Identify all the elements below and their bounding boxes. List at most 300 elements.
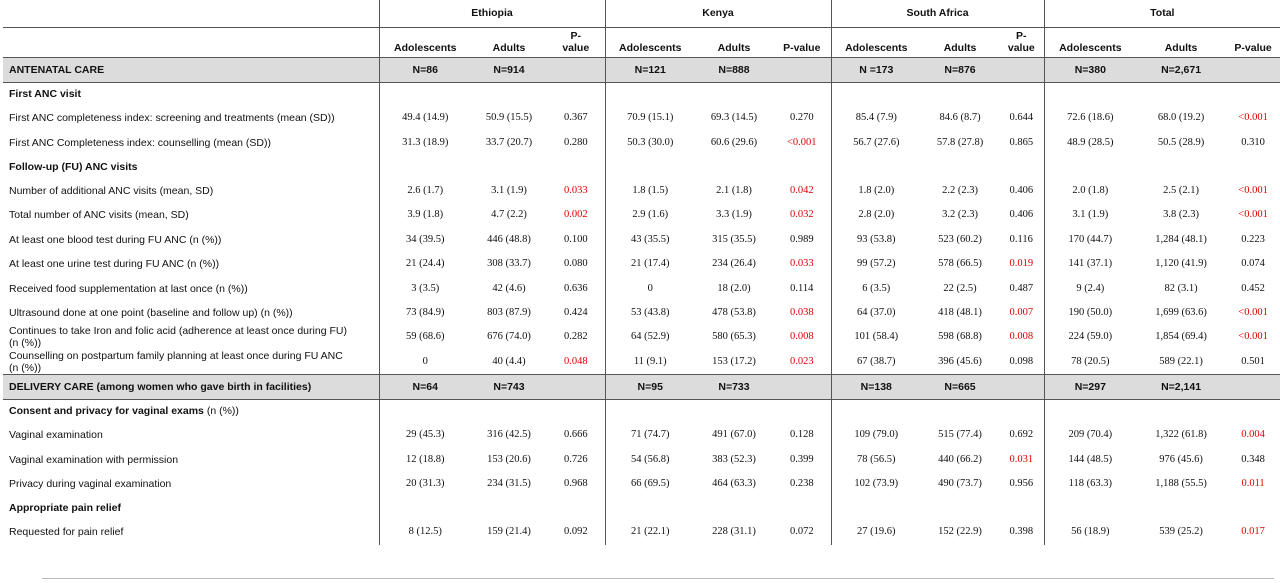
empty-cell <box>1044 496 1136 520</box>
cell-adults: 308 (33.7) <box>487 258 531 270</box>
cell-adolescents: 50.3 (30.0) <box>605 130 695 154</box>
cell-adolescents: 109 (79.0) <box>831 423 921 447</box>
cell-adults: 1,188 (55.5) <box>1155 477 1207 489</box>
cell-pvalue: 0.223 <box>1241 233 1265 245</box>
empty-cell <box>605 155 695 179</box>
cell-adults: 57.8 (27.8) <box>936 136 984 148</box>
section-n-empty <box>999 57 1044 82</box>
table-row <box>3 447 1280 471</box>
cell-adolescents: 12 (18.8) <box>379 447 471 471</box>
empty-cell <box>471 82 547 106</box>
empty-cell <box>999 82 1044 106</box>
empty-cell <box>605 82 695 106</box>
cell-adolescents: 190 (50.0) <box>1044 301 1136 325</box>
cell-adults: 3.1 (1.9) <box>491 184 527 196</box>
cell-pvalue: 0.032 <box>789 209 814 221</box>
row-label <box>3 472 379 496</box>
cell-adolescents: 72.6 (18.6) <box>1044 106 1136 130</box>
group-heading-row <box>3 496 1280 520</box>
cell-pvalue: 0.636 <box>563 282 588 294</box>
cell-pvalue: 0.031 <box>1009 453 1034 465</box>
table-body <box>3 57 1280 545</box>
row-label-text: First ANC Completeness index: counselling (mean (SD)) <box>9 136 272 149</box>
cell-pvalue: 0.017 <box>1241 526 1265 538</box>
empty-cell <box>773 496 831 520</box>
subheader-adults-ethiopia: Adults <box>492 41 526 54</box>
empty-cell <box>831 82 921 106</box>
cell-adults: 1,120 (41.9) <box>1155 258 1207 270</box>
group-header-row <box>3 27 1280 57</box>
cell-adults: 42 (4.6) <box>492 282 526 294</box>
cell-pvalue: <0.001 <box>1238 331 1268 343</box>
cell-adolescents: 21 (24.4) <box>379 252 471 276</box>
empty-cell <box>695 399 773 423</box>
cell-adults: 3.3 (1.9) <box>716 209 752 221</box>
cell-adolescents: 78 (56.5) <box>831 447 921 471</box>
table-row <box>3 130 1280 154</box>
cell-adults: 578 (66.5) <box>938 258 982 270</box>
group-heading <box>3 496 379 520</box>
table-row <box>3 252 1280 276</box>
row-label-text: Ultrasound done at one point (baseline and follow up) (n (%)) <box>9 306 293 319</box>
cell-adolescents: 59 (68.6) <box>379 325 471 349</box>
cell-adolescents: 141 (37.1) <box>1044 252 1136 276</box>
cell-adolescents: 67 (38.7) <box>831 350 921 375</box>
cell-adults: 82 (3.1) <box>1164 282 1198 294</box>
table-row <box>3 106 1280 130</box>
empty-cell <box>773 82 831 106</box>
cell-adults: 418 (48.1) <box>938 306 982 318</box>
subheader-empty <box>3 27 379 57</box>
cell-adults: 228 (31.1) <box>712 526 756 538</box>
cell-adults: 22 (2.5) <box>943 282 977 294</box>
cell-adolescents: 64 (37.0) <box>831 301 921 325</box>
empty-cell <box>1044 399 1136 423</box>
cell-adolescents: 224 (59.0) <box>1044 325 1136 349</box>
cell-adolescents: 3 (3.5) <box>379 276 471 300</box>
cell-pvalue: 0.452 <box>1241 282 1265 294</box>
group-heading <box>3 155 379 179</box>
empty-cell <box>1226 82 1280 106</box>
cell-adolescents: 1.8 (2.0) <box>831 179 921 203</box>
cell-adolescents: 21 (17.4) <box>605 252 695 276</box>
cell-pvalue: 0.726 <box>563 453 588 465</box>
group-heading-row <box>3 82 1280 106</box>
country-header-kenya: Kenya <box>605 0 831 27</box>
cell-pvalue: 0.956 <box>1009 477 1034 489</box>
cell-pvalue: <0.001 <box>1238 112 1268 124</box>
cell-adolescents: 8 (12.5) <box>379 520 471 544</box>
cell-pvalue: 0.008 <box>1009 331 1034 343</box>
cell-adults: 1,322 (61.8) <box>1155 429 1207 441</box>
empty-cell <box>547 496 605 520</box>
subheader-adolescents-south-africa: Adolescents <box>831 27 921 57</box>
cell-adolescents: 66 (69.5) <box>605 472 695 496</box>
empty-cell <box>379 496 471 520</box>
cell-pvalue: 0.406 <box>1009 209 1034 221</box>
section-title: DELIVERY CARE (among women who gave birth in facilities) <box>3 374 379 399</box>
cell-adolescents: 2.8 (2.0) <box>831 203 921 227</box>
country-header-row <box>3 0 1280 27</box>
group-heading <box>3 82 379 106</box>
group-heading-row <box>3 155 1280 179</box>
section-n-adults: N=876 <box>921 57 999 82</box>
section-n-empty <box>1226 374 1280 399</box>
empty-cell <box>921 399 999 423</box>
cell-pvalue: 0.399 <box>789 453 814 465</box>
row-label <box>3 301 379 325</box>
country-header-total: Total <box>1044 0 1280 27</box>
cell-adolescents: 27 (19.6) <box>831 520 921 544</box>
row-label <box>3 350 379 375</box>
subheader-pvalue-total: P-value <box>1234 41 1272 54</box>
cell-pvalue: 0.406 <box>1009 184 1034 196</box>
cell-adolescents: 64 (52.9) <box>605 325 695 349</box>
cell-pvalue: 0.310 <box>1241 136 1265 148</box>
empty-cell <box>379 82 471 106</box>
cell-adolescents: 48.9 (28.5) <box>1044 130 1136 154</box>
cell-adolescents: 209 (70.4) <box>1044 423 1136 447</box>
empty-cell <box>695 82 773 106</box>
table-row <box>3 203 1280 227</box>
cell-adolescents: 73 (84.9) <box>379 301 471 325</box>
cell-pvalue: 0.692 <box>1009 429 1034 441</box>
cell-adolescents: 20 (31.3) <box>379 472 471 496</box>
cell-adults: 440 (66.2) <box>938 453 982 465</box>
country-header-ethiopia: Ethiopia <box>379 0 605 27</box>
cell-pvalue: 0.002 <box>563 209 588 221</box>
row-label-text: Continues to take Iron and folic acid (adherence at least once during FU) <box>9 325 347 338</box>
subheader-pvalue-kenya: P-value <box>783 41 821 54</box>
pvalue-part: P- <box>1016 29 1027 42</box>
cell-pvalue: 0.033 <box>789 258 814 270</box>
group-heading-suffix: (n (%)) <box>203 405 239 418</box>
row-label <box>3 203 379 227</box>
table-row <box>3 276 1280 300</box>
section-n-empty <box>547 374 605 399</box>
cell-pvalue: 0.348 <box>1241 453 1265 465</box>
cell-adults: 491 (67.0) <box>712 429 756 441</box>
cell-pvalue: 0.100 <box>563 233 588 245</box>
section-n-empty <box>773 57 831 82</box>
row-label <box>3 276 379 300</box>
cell-adults: 1,699 (63.6) <box>1155 306 1207 318</box>
empty-cell <box>999 399 1044 423</box>
group-heading-text: First ANC visit <box>9 88 81 101</box>
cell-adults: 234 (31.5) <box>487 477 531 489</box>
table-row <box>3 350 1280 375</box>
pvalue-part: P- <box>570 29 581 42</box>
cell-adolescents: 43 (35.5) <box>605 228 695 252</box>
cell-pvalue: <0.001 <box>1238 209 1268 221</box>
cell-pvalue: 0.042 <box>789 184 814 196</box>
cell-adults: 396 (45.6) <box>938 355 982 367</box>
cell-adults: 152 (22.9) <box>938 526 982 538</box>
cell-adults: 159 (21.4) <box>487 526 531 538</box>
cell-adults: 2.1 (1.8) <box>716 184 752 196</box>
empty-cell <box>471 155 547 179</box>
cell-pvalue: 0.033 <box>563 184 588 196</box>
cell-adults: 84.6 (8.7) <box>939 112 981 124</box>
cell-pvalue: 0.238 <box>789 477 814 489</box>
row-label-text: Vaginal examination with permission <box>9 453 179 466</box>
empty-cell <box>831 496 921 520</box>
cell-adults: 803 (87.9) <box>487 306 531 318</box>
cell-adults: 589 (22.1) <box>1159 355 1203 367</box>
cell-adolescents: 53 (43.8) <box>605 301 695 325</box>
cell-pvalue: 0.011 <box>1241 477 1265 489</box>
section-n-empty <box>999 374 1044 399</box>
cell-pvalue: 0.098 <box>1009 355 1034 367</box>
empty-cell <box>1136 82 1226 106</box>
results-table <box>3 0 1280 545</box>
section-n-adults: N=665 <box>921 374 999 399</box>
row-label-text-continued: (n (%)) <box>9 361 42 374</box>
section-n-adults: N=743 <box>471 374 547 399</box>
section-n-adolescents: N=64 <box>379 374 471 399</box>
empty-cell <box>773 155 831 179</box>
section-n-adults: N=888 <box>695 57 773 82</box>
cell-pvalue: 0.501 <box>1241 355 1265 367</box>
row-label-text: Requested for pain relief <box>9 526 124 539</box>
group-heading-text: Follow-up (FU) ANC visits <box>9 160 138 173</box>
cell-pvalue: 0.019 <box>1009 258 1034 270</box>
cell-adolescents: 49.4 (14.9) <box>379 106 471 130</box>
cell-adults: 580 (65.3) <box>712 331 756 343</box>
table-row <box>3 520 1280 544</box>
cell-pvalue: 0.114 <box>790 282 814 294</box>
group-heading <box>3 399 379 423</box>
empty-cell <box>1136 399 1226 423</box>
empty-cell <box>695 496 773 520</box>
cell-pvalue: 0.270 <box>789 112 814 124</box>
empty-cell <box>1136 155 1226 179</box>
cell-pvalue: 0.007 <box>1009 306 1034 318</box>
cell-pvalue: 0.116 <box>1009 233 1033 245</box>
table-row <box>3 301 1280 325</box>
cell-adolescents: 70.9 (15.1) <box>605 106 695 130</box>
row-label <box>3 106 379 130</box>
empty-cell <box>921 496 999 520</box>
cell-adults: 1,284 (48.1) <box>1155 233 1207 245</box>
empty-cell <box>695 155 773 179</box>
cell-pvalue: 0.023 <box>789 355 814 367</box>
cell-adults: 60.6 (29.6) <box>710 136 758 148</box>
table-row <box>3 472 1280 496</box>
cell-adolescents: 54 (56.8) <box>605 447 695 471</box>
cell-adults: 3.2 (2.3) <box>942 209 978 221</box>
table-row <box>3 179 1280 203</box>
group-heading-text: Consent and privacy for vaginal exams <box>9 405 204 418</box>
row-label-text: Privacy during vaginal examination <box>9 477 172 490</box>
row-label-text: At least one urine test during FU ANC (n (%)) <box>9 258 220 271</box>
empty-cell <box>999 155 1044 179</box>
cell-pvalue: 0.092 <box>563 526 588 538</box>
section-n-adults: N=914 <box>471 57 547 82</box>
row-label <box>3 447 379 471</box>
section-n-empty <box>547 57 605 82</box>
cell-adults: 2.2 (2.3) <box>942 184 978 196</box>
empty-cell <box>831 155 921 179</box>
cell-pvalue: 0.398 <box>1009 526 1034 538</box>
cell-adults: 234 (26.4) <box>712 258 756 270</box>
pvalue-part: value <box>562 41 590 54</box>
cell-adolescents: 9 (2.4) <box>1044 276 1136 300</box>
empty-cell <box>773 399 831 423</box>
cell-adults: 515 (77.4) <box>938 429 982 441</box>
cell-adults: 598 (68.8) <box>938 331 982 343</box>
cell-adolescents: 170 (44.7) <box>1044 228 1136 252</box>
cell-adults: 50.5 (28.9) <box>1157 136 1205 148</box>
cell-adolescents: 6 (3.5) <box>831 276 921 300</box>
row-label <box>3 423 379 447</box>
cell-pvalue: 0.004 <box>1241 429 1265 441</box>
cell-adults: 478 (53.8) <box>712 306 756 318</box>
cell-adults: 446 (48.8) <box>487 233 531 245</box>
section-n-adolescents: N=121 <box>605 57 695 82</box>
group-heading-text: Appropriate pain relief <box>9 502 122 515</box>
subheader-adolescents-total: Adolescents <box>1044 27 1136 57</box>
cell-pvalue: 0.367 <box>563 112 588 124</box>
cell-adolescents: 2.0 (1.8) <box>1044 179 1136 203</box>
row-label-text: Counselling on postpartum family planning at least once during FU ANC <box>9 349 343 362</box>
cell-pvalue: 0.038 <box>789 306 814 318</box>
section-title: ANTENATAL CARE <box>3 57 379 82</box>
section-n-adolescents: N =173 <box>831 57 921 82</box>
cell-adolescents: 1.8 (1.5) <box>605 179 695 203</box>
cell-pvalue: 0.989 <box>789 233 814 245</box>
cell-pvalue: <0.001 <box>1238 184 1268 196</box>
row-label-text: Number of additional ANC visits (mean, SD) <box>9 184 214 197</box>
cell-pvalue: 0.968 <box>563 477 588 489</box>
cell-adolescents: 2.9 (1.6) <box>605 203 695 227</box>
section-n-adolescents: N=297 <box>1044 374 1136 399</box>
cell-adults: 316 (42.5) <box>487 429 531 441</box>
subheader-adults-south-africa: Adults <box>943 41 977 54</box>
row-label <box>3 130 379 154</box>
cell-pvalue: 0.282 <box>563 331 588 343</box>
cell-adolescents: 118 (63.3) <box>1044 472 1136 496</box>
section-n-adults: N=2,141 <box>1136 374 1226 399</box>
empty-cell <box>1226 155 1280 179</box>
cell-adults: 40 (4.4) <box>492 355 526 367</box>
cell-adults: 976 (45.6) <box>1159 453 1203 465</box>
empty-cell <box>471 496 547 520</box>
row-label-text: Total number of ANC visits (mean, SD) <box>9 209 189 222</box>
row-label <box>3 325 379 349</box>
country-header-south-africa: South Africa <box>831 0 1044 27</box>
cell-pvalue: <0.001 <box>1238 306 1268 318</box>
pvalue-part: value <box>1007 41 1035 54</box>
section-n-adults: N=2,671 <box>1136 57 1226 82</box>
cell-adolescents: 21 (22.1) <box>605 520 695 544</box>
empty-cell <box>605 496 695 520</box>
empty-cell <box>547 399 605 423</box>
empty-cell <box>547 155 605 179</box>
empty-cell <box>1044 82 1136 106</box>
cell-adults: 18 (2.0) <box>717 282 751 294</box>
cell-adults: 33.7 (20.7) <box>485 136 533 148</box>
table-row <box>3 228 1280 252</box>
bottom-rule <box>42 578 1274 579</box>
cell-pvalue: 0.072 <box>789 526 814 538</box>
cell-pvalue: 0.487 <box>1009 282 1034 294</box>
cell-pvalue: 0.080 <box>563 258 588 270</box>
cell-adults: 383 (52.3) <box>712 453 756 465</box>
subheader-pvalue-ethiopia <box>547 27 605 57</box>
row-label-text: At least one blood test during FU ANC (n (%)) <box>9 233 222 246</box>
cell-adults: 2.5 (2.1) <box>1163 184 1199 196</box>
cell-adolescents: 56 (18.9) <box>1044 520 1136 544</box>
row-label-text: First ANC completeness index: screening and treatments (mean (SD)) <box>9 112 335 125</box>
cell-pvalue: 0.048 <box>563 355 588 367</box>
empty-cell <box>1044 155 1136 179</box>
cell-pvalue: <0.001 <box>786 136 817 148</box>
section-n-adolescents: N=86 <box>379 57 471 82</box>
row-label-text: Received food supplementation at last once (n (%)) <box>9 282 248 295</box>
cell-pvalue: 0.280 <box>563 136 588 148</box>
subheader-adults-total: Adults <box>1164 41 1198 54</box>
cell-pvalue: 0.074 <box>1241 258 1265 270</box>
cell-adolescents: 31.3 (18.9) <box>379 130 471 154</box>
cell-adults: 1,854 (69.4) <box>1155 331 1207 343</box>
cell-adults: 464 (63.3) <box>712 477 756 489</box>
section-n-adolescents: N=95 <box>605 374 695 399</box>
subheader-adolescents-kenya: Adolescents <box>605 27 695 57</box>
row-label <box>3 228 379 252</box>
cell-pvalue: 0.008 <box>789 331 814 343</box>
group-heading-row <box>3 399 1280 423</box>
cell-adolescents: 93 (53.8) <box>831 228 921 252</box>
cell-adults: 3.8 (2.3) <box>1163 209 1199 221</box>
cell-adolescents: 2.6 (1.7) <box>379 179 471 203</box>
cell-pvalue: 0.424 <box>563 306 588 318</box>
cell-adults: 68.0 (19.2) <box>1157 112 1205 124</box>
section-n-adults: N=733 <box>695 374 773 399</box>
cell-adolescents: 11 (9.1) <box>605 350 695 375</box>
cell-adults: 523 (60.2) <box>938 233 982 245</box>
cell-adults: 69.3 (14.5) <box>710 112 758 124</box>
section-n-adolescents: N=138 <box>831 374 921 399</box>
cell-adolescents: 34 (39.5) <box>379 228 471 252</box>
empty-cell <box>1226 399 1280 423</box>
cell-adults: 50.9 (15.5) <box>485 112 533 124</box>
row-label <box>3 252 379 276</box>
empty-cell <box>1136 496 1226 520</box>
section-header-row <box>3 57 1280 82</box>
cell-adolescents: 29 (45.3) <box>379 423 471 447</box>
row-label-text-continued: (n (%)) <box>9 337 42 350</box>
row-label-text: Vaginal examination <box>9 429 103 442</box>
cell-pvalue: 0.644 <box>1009 112 1034 124</box>
subheader-adults-kenya: Adults <box>717 41 751 54</box>
section-n-empty <box>1226 57 1280 82</box>
empty-cell <box>999 496 1044 520</box>
section-n-empty <box>773 374 831 399</box>
row-label <box>3 179 379 203</box>
cell-adults: 4.7 (2.2) <box>491 209 527 221</box>
cell-adolescents: 102 (73.9) <box>831 472 921 496</box>
section-n-adolescents: N=380 <box>1044 57 1136 82</box>
cell-adolescents: 71 (74.7) <box>605 423 695 447</box>
cell-adolescents: 3.1 (1.9) <box>1044 203 1136 227</box>
cell-adolescents: 56.7 (27.6) <box>831 130 921 154</box>
subheader-pvalue-south-africa <box>999 27 1044 57</box>
cell-adolescents: 101 (58.4) <box>831 325 921 349</box>
table-row <box>3 423 1280 447</box>
cell-adolescents: 0 <box>605 276 695 300</box>
empty-cell <box>471 399 547 423</box>
